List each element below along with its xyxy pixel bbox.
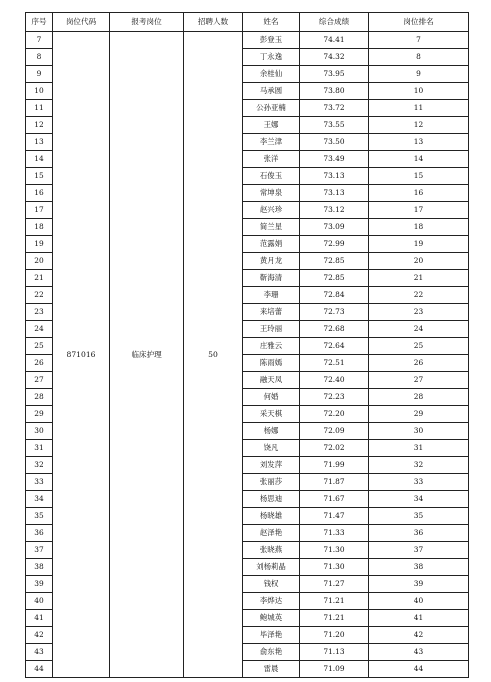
serial-no-cell: 28 <box>26 389 53 406</box>
name-cell: 杨晓雄 <box>243 508 300 525</box>
name-cell: 钱权 <box>243 576 300 593</box>
post-rank-cell: 39 <box>369 576 469 593</box>
name-cell: 张晓燕 <box>243 542 300 559</box>
post-rank-cell: 29 <box>369 406 469 423</box>
serial-no-cell: 26 <box>26 355 53 372</box>
name-cell: 赵兴珍 <box>243 202 300 219</box>
serial-no-cell: 12 <box>26 117 53 134</box>
total-score-cell: 72.02 <box>300 440 369 457</box>
serial-no-cell: 18 <box>26 219 53 236</box>
total-score-cell: 73.50 <box>300 134 369 151</box>
total-score-cell: 72.09 <box>300 423 369 440</box>
post-rank-cell: 11 <box>369 100 469 117</box>
serial-no-cell: 35 <box>26 508 53 525</box>
total-score-cell: 71.21 <box>300 593 369 610</box>
post-rank-cell: 36 <box>369 525 469 542</box>
name-cell: 融天凤 <box>243 372 300 389</box>
header-post-rank: 岗位排名 <box>369 13 469 32</box>
post-rank-cell: 24 <box>369 321 469 338</box>
name-cell: 杨思迪 <box>243 491 300 508</box>
total-score-cell: 73.55 <box>300 117 369 134</box>
serial-no-cell: 13 <box>26 134 53 151</box>
name-cell: 王玲丽 <box>243 321 300 338</box>
serial-no-cell: 15 <box>26 168 53 185</box>
total-score-cell: 72.85 <box>300 253 369 270</box>
serial-no-cell: 23 <box>26 304 53 321</box>
name-cell: 常坤泉 <box>243 185 300 202</box>
header-serial-no: 序号 <box>26 13 53 32</box>
post-code-cell: 871016 <box>53 32 110 678</box>
total-score-cell: 71.27 <box>300 576 369 593</box>
name-cell: 公孙亚楠 <box>243 100 300 117</box>
serial-no-cell: 11 <box>26 100 53 117</box>
header-row <box>26 13 469 32</box>
post-rank-cell: 13 <box>369 134 469 151</box>
serial-no-cell: 17 <box>26 202 53 219</box>
serial-no-cell: 38 <box>26 559 53 576</box>
name-cell: 陈雨嫣 <box>243 355 300 372</box>
name-cell: 鲍城英 <box>243 610 300 627</box>
total-score-cell: 71.30 <box>300 542 369 559</box>
total-score-cell: 72.99 <box>300 236 369 253</box>
post-rank-cell: 15 <box>369 168 469 185</box>
total-score-cell: 72.23 <box>300 389 369 406</box>
total-score-cell: 71.33 <box>300 525 369 542</box>
total-score-cell: 72.20 <box>300 406 369 423</box>
serial-no-cell: 44 <box>26 661 53 678</box>
serial-no-cell: 36 <box>26 525 53 542</box>
header-recruit-count: 招聘人数 <box>184 13 243 32</box>
post-rank-cell: 21 <box>369 270 469 287</box>
table-row <box>26 32 469 49</box>
serial-no-cell: 22 <box>26 287 53 304</box>
serial-no-cell: 10 <box>26 83 53 100</box>
post-rank-cell: 33 <box>369 474 469 491</box>
header-post-applied: 报考岗位 <box>110 13 184 32</box>
serial-no-cell: 41 <box>26 610 53 627</box>
total-score-cell: 72.84 <box>300 287 369 304</box>
post-rank-cell: 12 <box>369 117 469 134</box>
post-rank-cell: 26 <box>369 355 469 372</box>
post-rank-cell: 16 <box>369 185 469 202</box>
post-rank-cell: 14 <box>369 151 469 168</box>
total-score-cell: 72.51 <box>300 355 369 372</box>
post-rank-cell: 40 <box>369 593 469 610</box>
total-score-cell: 71.47 <box>300 508 369 525</box>
score-table <box>25 12 469 678</box>
header-name: 姓名 <box>243 13 300 32</box>
total-score-cell: 71.30 <box>300 559 369 576</box>
post-rank-cell: 20 <box>369 253 469 270</box>
name-cell: 李烨达 <box>243 593 300 610</box>
name-cell: 范露娟 <box>243 236 300 253</box>
serial-no-cell: 31 <box>26 440 53 457</box>
name-cell: 采天棋 <box>243 406 300 423</box>
post-applied-cell: 临床护理 <box>110 32 184 678</box>
name-cell: 张洋 <box>243 151 300 168</box>
post-rank-cell: 34 <box>369 491 469 508</box>
total-score-cell: 74.32 <box>300 49 369 66</box>
name-cell: 来培蕾 <box>243 304 300 321</box>
name-cell: 石俊玉 <box>243 168 300 185</box>
serial-no-cell: 21 <box>26 270 53 287</box>
post-rank-cell: 8 <box>369 49 469 66</box>
total-score-cell: 71.20 <box>300 627 369 644</box>
post-rank-cell: 10 <box>369 83 469 100</box>
serial-no-cell: 29 <box>26 406 53 423</box>
post-rank-cell: 42 <box>369 627 469 644</box>
name-cell: 余桂仙 <box>243 66 300 83</box>
total-score-cell: 71.13 <box>300 644 369 661</box>
serial-no-cell: 8 <box>26 49 53 66</box>
total-score-cell: 73.12 <box>300 202 369 219</box>
name-cell: 丁永逸 <box>243 49 300 66</box>
total-score-cell: 72.73 <box>300 304 369 321</box>
name-cell: 王娜 <box>243 117 300 134</box>
serial-no-cell: 16 <box>26 185 53 202</box>
post-rank-cell: 17 <box>369 202 469 219</box>
total-score-cell: 71.09 <box>300 661 369 678</box>
post-rank-cell: 43 <box>369 644 469 661</box>
header-total-score: 综合成绩 <box>300 13 369 32</box>
total-score-cell: 71.67 <box>300 491 369 508</box>
serial-no-cell: 34 <box>26 491 53 508</box>
serial-no-cell: 37 <box>26 542 53 559</box>
name-cell: 雷晨 <box>243 661 300 678</box>
post-rank-cell: 23 <box>369 304 469 321</box>
total-score-cell: 72.85 <box>300 270 369 287</box>
serial-no-cell: 39 <box>26 576 53 593</box>
post-rank-cell: 7 <box>369 32 469 49</box>
post-rank-cell: 9 <box>369 66 469 83</box>
serial-no-cell: 19 <box>26 236 53 253</box>
total-score-cell: 73.95 <box>300 66 369 83</box>
post-rank-cell: 31 <box>369 440 469 457</box>
serial-no-cell: 32 <box>26 457 53 474</box>
post-rank-cell: 41 <box>369 610 469 627</box>
serial-no-cell: 42 <box>26 627 53 644</box>
total-score-cell: 71.99 <box>300 457 369 474</box>
serial-no-cell: 14 <box>26 151 53 168</box>
name-cell: 刘杨莉晶 <box>243 559 300 576</box>
table-body <box>26 32 469 678</box>
total-score-cell: 74.41 <box>300 32 369 49</box>
total-score-cell: 71.21 <box>300 610 369 627</box>
serial-no-cell: 30 <box>26 423 53 440</box>
total-score-cell: 71.87 <box>300 474 369 491</box>
post-rank-cell: 25 <box>369 338 469 355</box>
name-cell: 靳海清 <box>243 270 300 287</box>
total-score-cell: 73.09 <box>300 219 369 236</box>
total-score-cell: 72.40 <box>300 372 369 389</box>
serial-no-cell: 9 <box>26 66 53 83</box>
name-cell: 毕泽艳 <box>243 627 300 644</box>
total-score-cell: 73.72 <box>300 100 369 117</box>
post-rank-cell: 22 <box>369 287 469 304</box>
total-score-cell: 73.80 <box>300 83 369 100</box>
name-cell: 何婚 <box>243 389 300 406</box>
post-rank-cell: 37 <box>369 542 469 559</box>
serial-no-cell: 20 <box>26 253 53 270</box>
name-cell: 李兰津 <box>243 134 300 151</box>
name-cell: 刘发萍 <box>243 457 300 474</box>
serial-no-cell: 43 <box>26 644 53 661</box>
name-cell: 简兰星 <box>243 219 300 236</box>
name-cell: 饶凡 <box>243 440 300 457</box>
name-cell: 庄雅云 <box>243 338 300 355</box>
post-rank-cell: 19 <box>369 236 469 253</box>
name-cell: 李珊 <box>243 287 300 304</box>
serial-no-cell: 40 <box>26 593 53 610</box>
post-rank-cell: 18 <box>369 219 469 236</box>
post-rank-cell: 30 <box>369 423 469 440</box>
serial-no-cell: 33 <box>26 474 53 491</box>
recruit-count-cell: 50 <box>184 32 243 678</box>
post-rank-cell: 28 <box>369 389 469 406</box>
total-score-cell: 73.49 <box>300 151 369 168</box>
total-score-cell: 73.13 <box>300 168 369 185</box>
serial-no-cell: 24 <box>26 321 53 338</box>
post-rank-cell: 35 <box>369 508 469 525</box>
name-cell: 马承圆 <box>243 83 300 100</box>
post-rank-cell: 27 <box>369 372 469 389</box>
serial-no-cell: 25 <box>26 338 53 355</box>
header-post-code: 岗位代码 <box>53 13 110 32</box>
total-score-cell: 72.64 <box>300 338 369 355</box>
total-score-cell: 73.13 <box>300 185 369 202</box>
name-cell: 杨娜 <box>243 423 300 440</box>
name-cell: 俞东艳 <box>243 644 300 661</box>
post-rank-cell: 32 <box>369 457 469 474</box>
post-rank-cell: 44 <box>369 661 469 678</box>
post-rank-cell: 38 <box>369 559 469 576</box>
name-cell: 赵泽艳 <box>243 525 300 542</box>
total-score-cell: 72.68 <box>300 321 369 338</box>
name-cell: 彭登玉 <box>243 32 300 49</box>
name-cell: 张丽莎 <box>243 474 300 491</box>
serial-no-cell: 27 <box>26 372 53 389</box>
name-cell: 黄月龙 <box>243 253 300 270</box>
serial-no-cell: 7 <box>26 32 53 49</box>
